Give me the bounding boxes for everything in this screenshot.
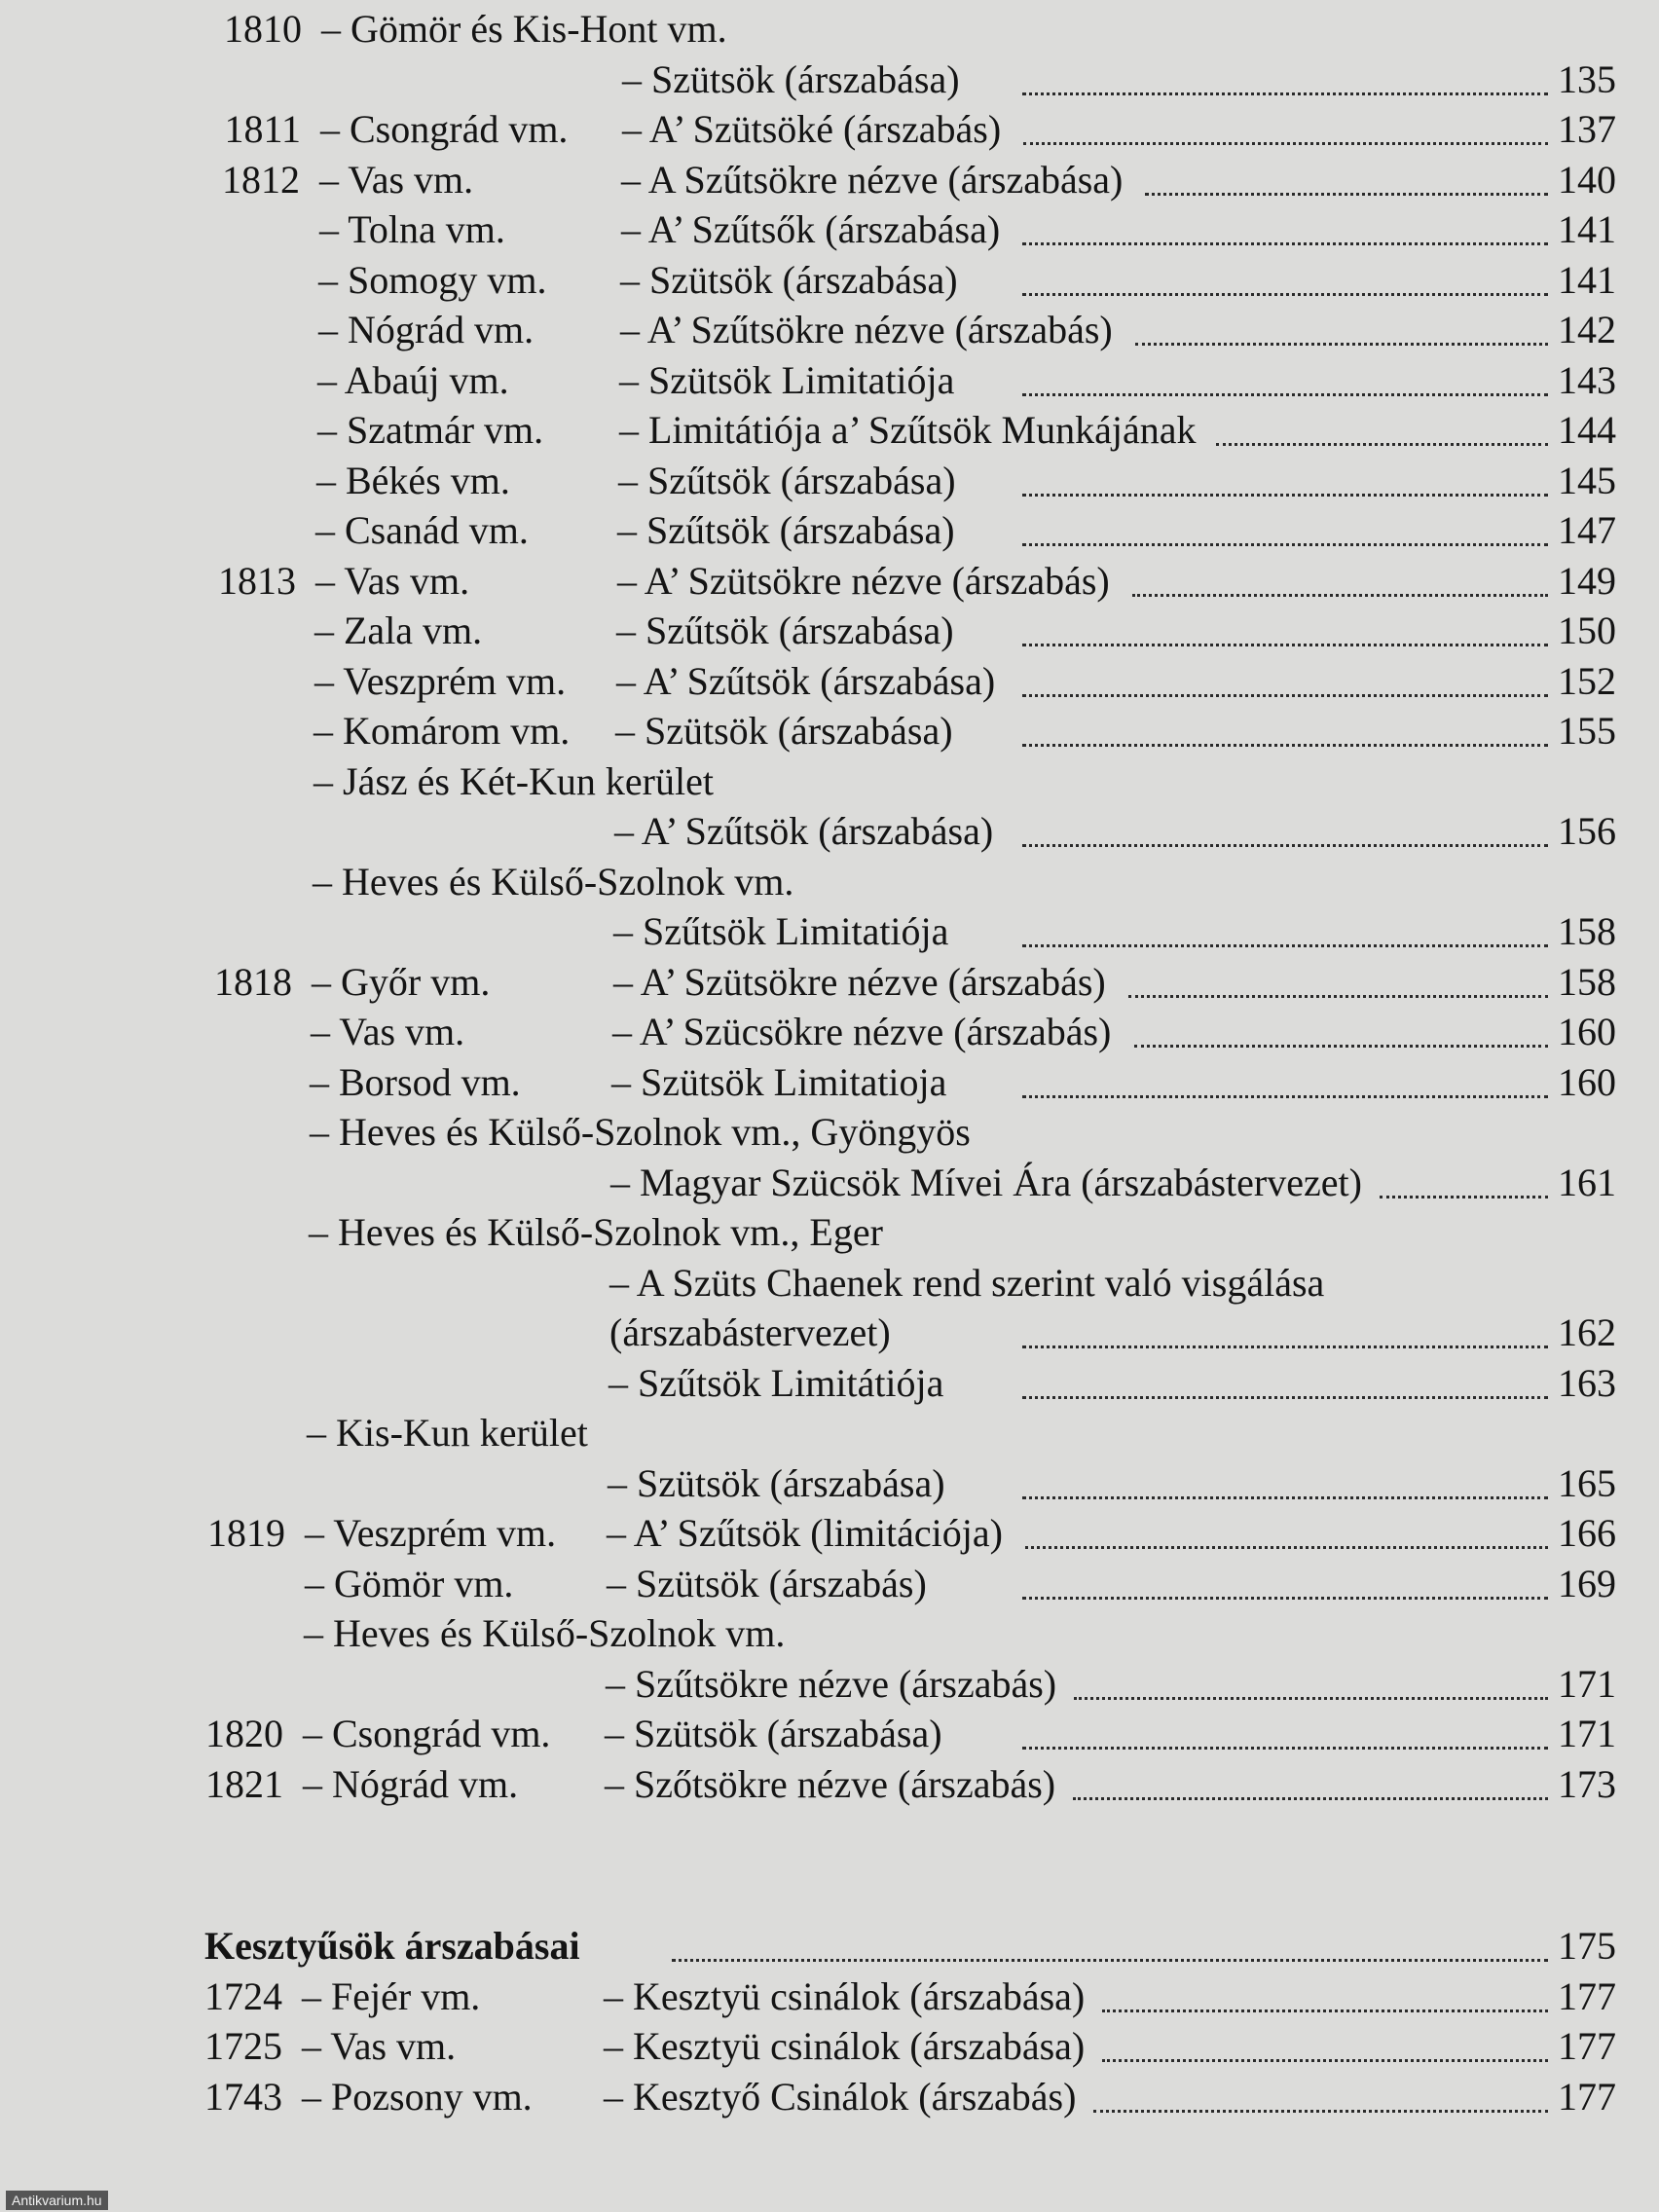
entry-year: 1812	[222, 157, 300, 202]
entry-title: – A’ Szűtsök (árszabása)	[614, 809, 994, 853]
entry-place: – Nógrád vm.	[303, 1761, 519, 1806]
entry-page: 169	[1558, 1561, 1616, 1605]
dot-leader	[1022, 1496, 1548, 1499]
entry-title: – Szütsök (árszabás)	[607, 1561, 927, 1605]
entry-year: 1820	[205, 1712, 283, 1755]
entry-title: – A Szüts Chaenek rend szerint való visgálása	[609, 1260, 1325, 1305]
entry-page: 165	[1558, 1460, 1616, 1505]
dot-leader	[1022, 242, 1548, 245]
dot-leader	[1132, 594, 1548, 597]
entry-place: – Heves és Külső-Szolnok vm., Gyöngyös	[310, 1110, 971, 1154]
entry-place: – Gömör vm.	[305, 1561, 514, 1605]
dot-leader	[672, 1959, 1548, 1962]
entry-place: – Veszprém vm.	[305, 1511, 557, 1555]
entry-page: 141	[1558, 207, 1616, 251]
dot-leader	[1093, 2110, 1548, 2113]
entry-place: – Csanád vm.	[315, 508, 529, 552]
toc-entry	[0, 1259, 1659, 1308]
dot-leader	[1134, 1045, 1548, 1048]
entry-page: 155	[1558, 709, 1616, 753]
entry-place: – Győr vm.	[312, 959, 491, 1004]
entry-place: – Vas vm.	[319, 157, 474, 202]
entry-place: – Vas vm.	[302, 2024, 457, 2068]
entry-page: 149	[1558, 558, 1616, 603]
entry-title: – Limitátiója a’ Szűtsök Munkájának	[619, 408, 1197, 452]
entry-page: 140	[1558, 157, 1616, 202]
entry-title: – Szütsök (árszabása)	[622, 56, 960, 101]
dot-leader	[1022, 744, 1548, 747]
entry-page: 156	[1558, 809, 1616, 853]
dot-leader	[1145, 193, 1548, 196]
entry-place: – Békés vm.	[316, 458, 510, 502]
entry-title: – Szűtsök (árszabása)	[616, 608, 954, 652]
entry-title: – Kesztyő Csinálok (árszabás)	[604, 2074, 1077, 2119]
entry-place: – Abaúj vm.	[317, 357, 509, 402]
toc-entry	[0, 306, 1659, 354]
toc-entry	[0, 607, 1659, 655]
entry-place: – Vas vm.	[311, 1010, 465, 1053]
entry-title: – A’ Szűtsők (árszabása)	[621, 207, 1001, 251]
dot-leader	[1022, 543, 1548, 546]
toc-entry	[0, 707, 1659, 756]
entry-page: 173	[1558, 1761, 1616, 1806]
entry-page: 137	[1558, 107, 1616, 151]
entry-page: 160	[1558, 1010, 1616, 1053]
dot-leader	[1074, 1697, 1548, 1700]
entry-page: 150	[1558, 608, 1616, 652]
entry-page: 171	[1558, 1712, 1616, 1755]
entry-title: – Szűtsök (árszabása)	[618, 458, 956, 502]
toc-entry	[0, 1409, 1659, 1457]
toc-entry	[0, 557, 1659, 606]
entry-page: 144	[1558, 408, 1616, 452]
toc-entry	[0, 406, 1659, 455]
entry-place: – Pozsony vm.	[302, 2074, 533, 2119]
toc-entry	[0, 356, 1659, 405]
entry-title: – A’ Szűtsök (limitációja)	[607, 1511, 1003, 1555]
toc-entry	[0, 457, 1659, 505]
entry-title: – Szűtsök Limitatiója	[613, 909, 949, 953]
entry-page: 161	[1558, 1160, 1616, 1204]
dot-leader	[1380, 1196, 1548, 1198]
toc-entry	[0, 1560, 1659, 1608]
entry-page: 141	[1558, 257, 1616, 302]
toc-entry	[0, 1159, 1659, 1207]
toc-entry	[0, 657, 1659, 706]
entry-year: 1725	[204, 2024, 282, 2068]
toc-entry	[0, 858, 1659, 906]
toc-entry	[0, 55, 1659, 104]
entry-place: – Gömör és Kis-Hont vm.	[321, 7, 727, 51]
toc-entry	[0, 907, 1659, 956]
entry-page: 171	[1558, 1661, 1616, 1706]
dot-leader	[1216, 443, 1548, 446]
toc-entry	[0, 205, 1659, 254]
toc-entry	[0, 1058, 1659, 1107]
dot-leader	[1023, 142, 1548, 145]
entry-title: – A’ Szűtsökre nézve (árszabás)	[620, 308, 1113, 351]
entry-title: – Szütsök Limitatioja	[611, 1059, 947, 1104]
toc-entry	[0, 1208, 1659, 1257]
toc-entry	[0, 1108, 1659, 1157]
dot-leader	[1022, 1597, 1548, 1600]
entry-place: – Fejér vm.	[302, 1973, 481, 2018]
entry-title: – Szűtsök Limitátiója	[608, 1360, 944, 1405]
dot-leader	[1022, 1346, 1548, 1348]
entry-page: 177	[1558, 1973, 1616, 2018]
entry-place: – Borsod vm.	[310, 1059, 521, 1104]
entry-place: – Nógrád vm.	[318, 308, 535, 351]
entry-page: 145	[1558, 458, 1616, 502]
dot-leader	[1022, 393, 1548, 396]
dot-leader	[1022, 1396, 1548, 1399]
dot-leader	[1022, 293, 1548, 296]
dot-leader	[1102, 2059, 1548, 2062]
entry-page: 152	[1558, 658, 1616, 703]
dot-leader	[1025, 1546, 1548, 1549]
toc-entry	[0, 5, 1659, 54]
toc-entry	[0, 1710, 1659, 1758]
entry-year: 1818	[214, 959, 292, 1004]
dot-leader	[1102, 2009, 1548, 2012]
dot-leader	[1022, 92, 1548, 95]
entry-page: 163	[1558, 1360, 1616, 1405]
toc-entry	[0, 1972, 1659, 2021]
entry-page: 158	[1558, 959, 1616, 1004]
toc-entry	[0, 1008, 1659, 1056]
entry-title: – Szütsök (árszabása)	[605, 1712, 942, 1755]
toc-entry	[0, 1309, 1659, 1357]
entry-title: – A Szűtsökre nézve (árszabása)	[621, 157, 1124, 202]
entry-year: 1810	[224, 7, 302, 51]
dot-leader	[1022, 644, 1548, 646]
entry-title: – Magyar Szücsök Mívei Ára (árszabástervezet)	[610, 1160, 1362, 1204]
dot-leader	[1022, 1095, 1548, 1098]
dot-leader	[1135, 343, 1548, 346]
entry-page: 147	[1558, 508, 1616, 552]
entry-title: – Szütsök (árszabása)	[608, 1460, 945, 1505]
toc-entry	[0, 807, 1659, 856]
toc-entry	[0, 156, 1659, 204]
entry-title: – A’ Szücsökre nézve (árszabás)	[612, 1010, 1112, 1053]
entry-place: – Csongrád vm.	[303, 1712, 551, 1755]
entry-place: – Tolna vm.	[319, 207, 505, 251]
toc-entry	[0, 958, 1659, 1007]
entry-title: – Kesztyü csinálok (árszabása)	[604, 1973, 1086, 2018]
section-page: 175	[1558, 1924, 1616, 1968]
entry-year: 1811	[224, 107, 301, 151]
dot-leader	[1022, 694, 1548, 697]
toc-entry	[0, 2022, 1659, 2071]
entry-title: – Szőtsökre nézve (árszabás)	[605, 1761, 1056, 1806]
toc-entry	[0, 757, 1659, 806]
section-heading-row	[0, 1922, 1659, 1971]
entry-place: – Kis-Kun kerület	[307, 1411, 588, 1455]
entry-page: 142	[1558, 308, 1616, 351]
entry-year: 1821	[205, 1761, 283, 1806]
entry-place: – Csongrád vm.	[320, 107, 569, 151]
entry-place: – Jász és Két-Kun kerület	[313, 758, 714, 803]
entry-title: – Szűtsökre nézve (árszabás)	[606, 1661, 1057, 1706]
entry-place: – Heves és Külső-Szolnok vm., Eger	[309, 1210, 883, 1254]
entry-year: 1813	[218, 558, 296, 603]
dot-leader	[1073, 1797, 1548, 1800]
entry-place: – Heves és Külső-Szolnok vm.	[313, 859, 794, 903]
dot-leader	[1128, 995, 1548, 998]
entry-title: – A’ Szűtsök (árszabása)	[616, 658, 996, 703]
entry-title: – A’ Szütsökre nézve (árszabás)	[613, 959, 1106, 1004]
toc-entry	[0, 2073, 1659, 2121]
toc-entry	[0, 1660, 1659, 1709]
entry-place: – Somogy vm.	[318, 257, 547, 302]
entry-title: – A’ Szütsökre nézve (árszabás)	[617, 558, 1110, 603]
entry-page: 162	[1558, 1310, 1616, 1354]
dot-leader	[1022, 1747, 1548, 1750]
dot-leader	[1022, 944, 1548, 947]
toc-entry	[0, 1609, 1659, 1658]
toc-entry	[0, 105, 1659, 154]
entry-page: 177	[1558, 2074, 1616, 2119]
entry-place: – Veszprém vm.	[314, 658, 567, 703]
entry-title: – Szütsök (árszabása)	[615, 709, 953, 753]
entry-place: – Heves és Külső-Szolnok vm.	[304, 1611, 786, 1655]
entry-title: – Szütsök Limitatiója	[619, 357, 955, 402]
entry-place: – Szatmár vm.	[317, 408, 544, 452]
entry-page: 177	[1558, 2024, 1616, 2068]
entry-year: 1724	[204, 1973, 282, 2018]
entry-place: – Komárom vm.	[313, 709, 571, 753]
entry-title: – Kesztyü csinálok (árszabása)	[604, 2024, 1086, 2068]
entry-page: 158	[1558, 909, 1616, 953]
toc-entry	[0, 1459, 1659, 1508]
dot-leader	[1022, 844, 1548, 847]
entry-page: 135	[1558, 56, 1616, 101]
entry-title: (árszabástervezet)	[609, 1310, 891, 1354]
entry-page: 160	[1558, 1059, 1616, 1104]
entry-page: 143	[1558, 357, 1616, 402]
entry-page: 166	[1558, 1511, 1616, 1555]
dot-leader	[1022, 494, 1548, 497]
section-heading: Kesztyűsök árszabásai	[204, 1924, 580, 1968]
toc-entry	[0, 1509, 1659, 1558]
entry-title: – Szűtsök (árszabása)	[617, 508, 955, 552]
entry-place: – Zala vm.	[314, 608, 483, 652]
watermark: Antikvarium.hu	[6, 2191, 108, 2210]
toc-entry	[0, 1760, 1659, 1809]
toc-entry	[0, 506, 1659, 555]
entry-title: – Szütsök (árszabása)	[620, 257, 958, 302]
toc-entry	[0, 1359, 1659, 1408]
toc-entry	[0, 256, 1659, 305]
entry-year: 1743	[204, 2074, 282, 2119]
entry-place: – Vas vm.	[315, 558, 470, 603]
entry-year: 1819	[207, 1511, 285, 1555]
entry-title: – A’ Szütsöké (árszabás)	[622, 107, 1002, 151]
